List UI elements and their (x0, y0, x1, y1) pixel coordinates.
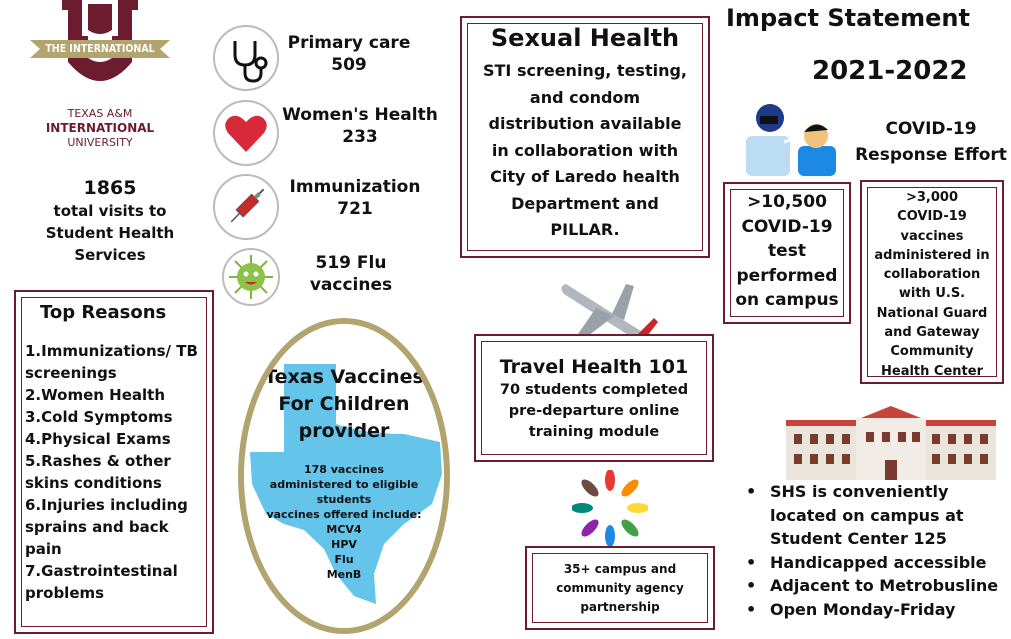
top-reason-item: 5.Rashes & other skins conditions (25, 452, 171, 492)
covid-tests-line: performed (736, 265, 838, 286)
covid-vaccines-line: National Guard (876, 305, 988, 321)
covid-tests-line: test (768, 241, 806, 261)
top-reason-item: 6.Injuries including sprains and back pain (25, 496, 188, 558)
tvfc-vaccine-4: MenB (326, 568, 362, 581)
covid-vaccines-line: and Gateway (884, 325, 980, 341)
travel-health-title: Travel Health 101 (499, 356, 689, 378)
womens-health-label: Women's Health (282, 105, 438, 125)
sexual-health-box (460, 16, 710, 258)
top-reason-item: 4.Physical Exams (25, 430, 171, 448)
tvfc-line-2: administered to eligible (269, 478, 419, 491)
location-bullet-item (746, 598, 1008, 622)
covid-vaccines-line: vaccines (900, 228, 964, 244)
tvfc-oval (238, 318, 450, 634)
bullet-dot-icon: • (746, 482, 757, 501)
partnership-line-2: community agency (556, 581, 684, 595)
tvfc-title-line-3: provider (298, 420, 390, 442)
tvfc-title-line-2: For Children (278, 393, 410, 415)
sexual-health-line-6: Department and (511, 193, 659, 213)
sexual-health-line-1: STI screening, testing, (482, 61, 687, 80)
partnership-box (525, 546, 715, 630)
covid-heading-line-2: Response Effort (855, 145, 1007, 165)
location-bullet-text: Open Monday-Friday (770, 599, 956, 619)
travel-line-3: training module (528, 424, 660, 440)
sexual-health-line-3: distribution available (488, 114, 682, 133)
top-reasons-box (14, 290, 214, 634)
covid-vaccines-line: administered in (874, 247, 990, 263)
bullet-dot-icon: • (746, 599, 757, 619)
tvfc-line-4: vaccines offered include: (266, 508, 422, 521)
impact-statement-title: Impact Statement (726, 4, 970, 32)
top-reasons-list (25, 340, 209, 604)
covid-vaccines-box (860, 180, 1004, 384)
visits-line-2: Student Health (45, 224, 175, 242)
covid-vaccines-line: with U.S. (898, 286, 966, 302)
syringe-icon (213, 174, 279, 240)
covid-vaccines-line: collaboration (883, 267, 981, 283)
covid-tests-line: >10,500 (747, 192, 827, 212)
visits-number: 1865 (83, 177, 137, 199)
tvfc-vaccine-3: Flu (334, 553, 354, 566)
top-reason-item: 3.Cold Symptoms (25, 408, 173, 426)
tvfc-vaccine-1: MCV4 (326, 523, 362, 536)
virus-icon (222, 248, 280, 306)
travel-line-2: pre-departure online (508, 403, 680, 419)
logo-line-1: TEXAS A&M (67, 107, 133, 120)
covid-testing-illustration (740, 96, 842, 178)
student-center-building-icon (786, 404, 996, 480)
location-bullet-text: Adjacent to Metrobusline (770, 576, 999, 595)
location-list (746, 480, 1008, 621)
flu-value: vaccines (309, 275, 393, 295)
visits-line-1: total visits to (53, 202, 167, 220)
partnership-line-1: 35+ campus and (563, 562, 677, 576)
total-visits (20, 176, 200, 266)
flu-label: 519 Flu (315, 253, 387, 273)
bullet-dot-icon: • (746, 576, 757, 595)
sexual-health-line-4: in collaboration with (491, 140, 679, 160)
location-bullet-item (746, 574, 1008, 598)
partnership-line-3: partnership (580, 600, 660, 614)
covid-vaccines-line: COVID-19 (897, 209, 967, 225)
travel-line-1: 70 students completed (499, 382, 689, 398)
covid-vaccines-line: >3,000 (905, 190, 958, 205)
top-reasons-title: Top Reasons (40, 302, 167, 323)
womens-health-value: 233 (342, 127, 378, 147)
sexual-health-line-7: PILLAR. (550, 220, 620, 239)
sexual-health-title: Sexual Health (490, 24, 680, 52)
covid-heading-line-1: COVID-19 (885, 119, 977, 139)
stethoscope-icon (213, 25, 279, 91)
heart-icon (213, 100, 279, 166)
top-reason-item: 1.Immunizations/ TB screenings (25, 342, 198, 382)
immunization-value: 721 (337, 199, 373, 219)
travel-health-box (474, 334, 714, 462)
covid-tests-line: on campus (735, 290, 839, 310)
top-reason-item: 7.Gastrointestinal problems (25, 562, 178, 602)
covid-vaccines-line: Health Center (881, 363, 983, 379)
visits-line-3: Services (74, 246, 146, 264)
primary-care-label: Primary care (287, 33, 411, 53)
tvfc-title-line-1: Texas Vaccines (264, 366, 424, 388)
partnership-hands-icon (572, 470, 648, 546)
university-logo (30, 0, 170, 160)
location-bullet-text: Handicapped accessible (770, 552, 987, 572)
tvfc-vaccine-2: HPV (331, 538, 357, 551)
logo-line-3: UNIVERSITY (67, 136, 133, 149)
sexual-health-line-5: City of Laredo health (490, 167, 680, 186)
top-reason-item: 2.Women Health (25, 386, 165, 404)
location-bullet-item (746, 480, 1008, 551)
impact-statement-year: 2021-2022 (812, 56, 968, 86)
bullet-dot-icon: • (746, 552, 757, 572)
tvfc-line-3: students (316, 493, 372, 506)
covid-vaccines-line: Community (890, 344, 974, 360)
tvfc-line-1: 178 vaccines (303, 463, 385, 476)
logo-line-2: INTERNATIONAL (45, 121, 155, 135)
location-bullet-item (746, 551, 1008, 575)
location-bullet-text: SHS is conveniently located on campus at Student Center 125 (770, 482, 964, 548)
sexual-health-line-2: and condom (529, 87, 641, 107)
primary-care-value: 509 (331, 55, 367, 75)
immunization-label: Immunization (289, 177, 421, 197)
logo-ribbon-text: THE INTERNATIONAL (45, 43, 155, 55)
covid-tests-line: COVID-19 (741, 216, 833, 237)
covid-tests-box (723, 182, 851, 324)
